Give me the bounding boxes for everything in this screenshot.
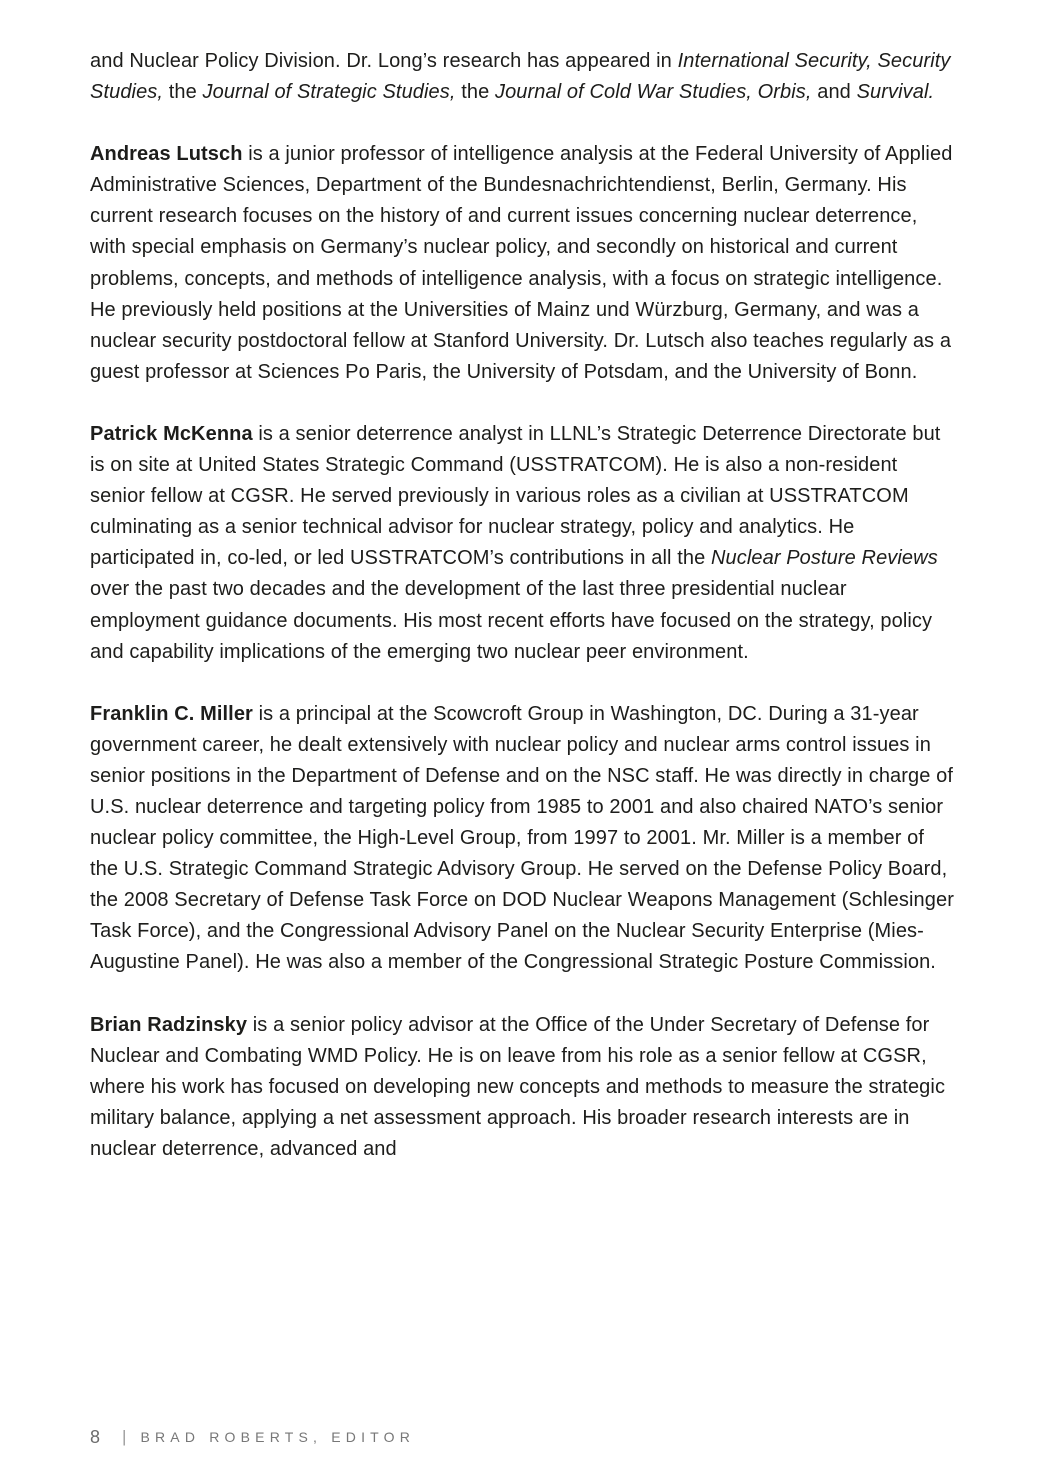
running-head: BRAD ROBERTS, EDITOR [140, 1429, 416, 1445]
segment-italic: Journal of Strategic Studies, [202, 81, 456, 104]
footer-separator: | [122, 1427, 127, 1446]
segment-italic: Journal of Cold War Studies, Orbis, [494, 81, 812, 104]
bio-paragraph-lutsch [90, 139, 956, 388]
segment: the [163, 81, 203, 104]
bio-content [90, 46, 956, 1196]
bio-text: is a senior deterrence analyst in LLNL’s Strategic Deterrence Directorate but is on site at United States Strategic Command (USSTRATCOM). He is also a non-resident senior fellow at CGSR. He served previously in various roles as a civilian at USSTRATCOM culminating as a senior technical advisor for nuclear strategy, policy and analytics. He participated in, co-led, or led USSTRATCOM’s contributions in all the [90, 422, 941, 570]
bio-text: over the past two decades and the development of the last three presidential nuclear employment guidance documents. His most recent efforts have focused on the strategy, policy and capability implications of the emerging two nuclear peer environment. [90, 578, 933, 663]
bio-name: Brian Radzinsky [90, 1013, 248, 1036]
segment: the [455, 81, 495, 104]
bio-paragraph-miller [90, 699, 956, 979]
bio-name: Patrick McKenna [90, 422, 253, 445]
segment: and [811, 81, 857, 104]
bio-paragraph-mckenna [90, 419, 956, 668]
page-number: 8 [90, 1427, 101, 1447]
segment-italic: International Security, Security Studies, [90, 50, 951, 104]
segment-italic: Survival. [856, 81, 935, 104]
bio-name: Franklin C. Miller [90, 702, 253, 725]
bio-text: is a principal at the Scowcroft Group in Washington, DC. During a 31-year government career, he dealt extensively with nuclear policy and nuclear arms control issues in senior positions in the Department of Defense and on the NSC staff. He was directly in charge of U.S. nuclear deterrence and targeting policy from 1985 to 2001 and also chaired NATO’s senior nuclear policy committee, the High-Level Group, from 1997 to 2001. Mr. Miller is a member of the U.S. Strategic Command Strategic Advisory Group. He served on the Defense Policy Board, the 2008 Secretary of Defense Task Force on DOD Nuclear Weapons Management (Schlesinger Task Force), and the Congressional Advisory Panel on the Nuclear Security Enterprise (Mies-Augustine Panel). He was also a member of the Congressional Strategic Posture Commission. [90, 702, 954, 974]
bio-paragraph-radzinsky [90, 1010, 956, 1165]
bio-text: is a senior policy advisor at the Office of the Under Secretary of Defense for Nuclear and Combating WMD Policy. He is on leave from his role as a senior fellow at CGSR, where his work has focused on developing new concepts and methods to measure the strategic military balance, applying a net assessment approach. His broader research interests are in nuclear deterrence, advanced and [90, 1013, 946, 1160]
segment: and Nuclear Policy Division. Dr. Long’s research has appeared in [90, 50, 678, 72]
bio-text: is a junior professor of intelligence analysis at the Federal University of Applied Administrative Sciences, Department of the Bundesnachrichtendienst, Berlin, Germany. His current research focuses on the history of and current issues concerning nuclear deterrence, with special emphasis on Germany’s nuclear policy, and secondly on historical and current problems, concepts, and methods of intelligence analysis, with a focus on strategic intelligence. He previously held positions at the Universities of Mainz und Würzburg, Germany, and was a nuclear security postdoctoral fellow at Stanford University. Dr. Lutsch also teaches regularly as a guest professor at Sciences Po Paris, the University of Potsdam, and the University of Bonn. [90, 143, 953, 383]
page-footer [90, 1425, 415, 1449]
segment-italic: Nuclear Posture Reviews [710, 547, 938, 570]
bio-paragraph-long-continued [90, 46, 956, 108]
bio-name: Andreas Lutsch [90, 143, 243, 166]
